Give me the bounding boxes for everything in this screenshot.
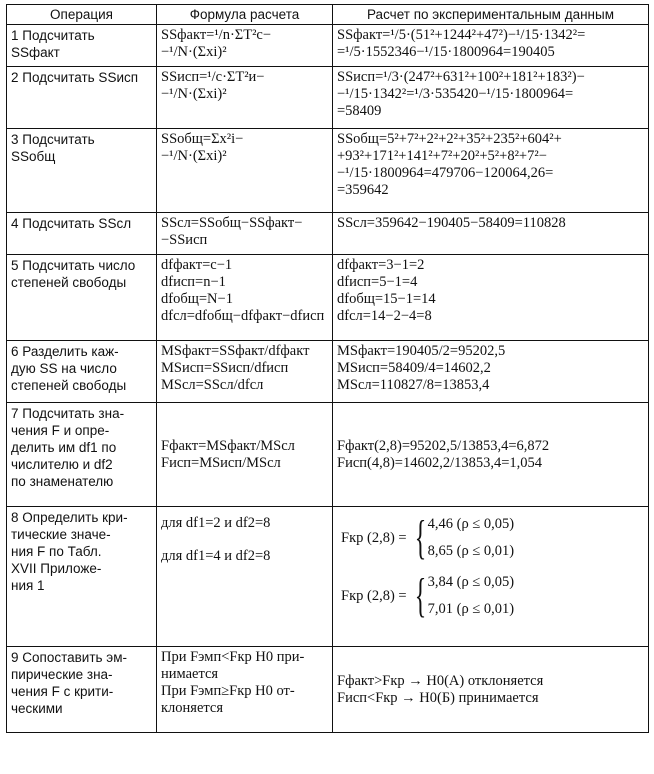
formula-line: для df1=2 и df2=8 <box>161 515 271 531</box>
calc-line: =359642 <box>337 182 389 198</box>
operation-line: чения F и опре- <box>11 423 110 438</box>
operation-line: тические значе- <box>11 527 111 542</box>
operation-line: 5 Подсчитать число <box>11 258 136 273</box>
table-row <box>7 647 649 733</box>
table-row <box>7 25 649 67</box>
operation-cell <box>7 129 157 213</box>
operation-line: дую SS на число <box>11 361 117 376</box>
operation-line: 4 Подсчитать SSсл <box>11 216 132 231</box>
formula-line: dfфакт=c−1 <box>161 257 233 273</box>
calc-line: Fисп<Fкр → H0(Б) принимается <box>337 690 539 706</box>
formula-line: нимается <box>161 666 219 682</box>
calc-line: Fфакт>Fкр → H0(А) отклоняется <box>337 673 544 689</box>
operation-line: делить им df1 по <box>11 440 117 455</box>
formula-line: клоняется <box>161 700 224 716</box>
calc-line: +93²+171²+141²+7²+20²+5²+8²+7²− <box>337 148 547 164</box>
calc-line: MSфакт=190405/2=95202,5 <box>337 343 506 359</box>
table-row <box>7 341 649 403</box>
formula-cell <box>157 255 333 341</box>
calc-cell <box>333 341 649 403</box>
header-formula: Формула расчета <box>157 5 333 25</box>
operation-line: степеней свободы <box>11 275 127 290</box>
formula-line: SSобщ=Σx²i− <box>161 131 244 147</box>
calc-line: SSобщ=5²+7²+2²+2²+35²+235²+604²+ <box>337 131 562 147</box>
calc-line: Fисп(4,8)=14602,2/13853,4=1,054 <box>337 455 543 471</box>
critical-label: Fкр (2,8) = <box>341 529 407 546</box>
calc-line: =58409 <box>337 103 382 119</box>
calc-line: MSсл=110827/8=13853,4 <box>337 377 490 393</box>
formula-cell <box>157 25 333 67</box>
formula-line: При Fэмп≥Fкр H0 от- <box>161 683 295 699</box>
table-row <box>7 213 649 255</box>
formula-line: SSисп=¹/c·ΣT²и− <box>161 69 265 85</box>
operation-line: 1 Подсчитать <box>11 28 95 43</box>
critical-option: 8,65 (ρ ≤ 0,01) <box>427 543 515 559</box>
calc-line: dfфакт=3−1=2 <box>337 257 425 273</box>
operation-line: чения F с крити- <box>11 684 114 699</box>
table-row <box>7 129 649 213</box>
formula-line: dfобщ=N−1 <box>161 291 233 307</box>
formula-line: −¹/N·(Σxi)² <box>161 148 227 164</box>
operation-line: 8 Определить кри- <box>11 510 128 525</box>
calc-cell <box>333 213 649 255</box>
calc-line: dfобщ=15−1=14 <box>337 291 436 307</box>
operation-cell <box>7 341 157 403</box>
header-row <box>7 5 649 25</box>
brace-icon: { <box>414 511 426 564</box>
formula-cell <box>157 403 333 507</box>
formula-line: −¹/N·(Σxi)² <box>161 44 227 60</box>
table-row <box>7 67 649 129</box>
operation-line: SSфакт <box>11 45 60 60</box>
operation-line: SSобщ <box>11 149 56 164</box>
critical-values-group <box>341 569 644 623</box>
calc-line: −¹/15·1800964=479706−120064,26= <box>337 165 554 181</box>
operation-line: 7 Подсчитать зна- <box>11 406 125 421</box>
header-calculation: Расчет по экспериментальным данным <box>333 5 649 25</box>
operation-cell <box>7 213 157 255</box>
critical-values-group <box>341 511 644 565</box>
table-row <box>7 507 649 647</box>
operation-line: 3 Подсчитать <box>11 132 95 147</box>
operation-line: по знаменателю <box>11 474 114 489</box>
operation-line: 6 Разделить каж- <box>11 344 119 359</box>
critical-option: 7,01 (ρ ≤ 0,01) <box>427 601 515 617</box>
calc-line: SSфакт=¹/5·(51²+1244²+47²)−¹/15·1342²= <box>337 27 586 43</box>
operation-line: числителю и df2 <box>11 457 113 472</box>
calc-cell <box>333 67 649 129</box>
formula-line: MSисп=SSисп/dfисп <box>161 360 289 376</box>
operation-line: степеней свободы <box>11 378 127 393</box>
critical-option: 3,84 (ρ ≤ 0,05) <box>427 574 515 590</box>
critical-label: Fкр (2,8) = <box>341 587 407 604</box>
operation-cell <box>7 507 157 647</box>
formula-line: MSсл=SSсл/dfсл <box>161 377 264 393</box>
anova-table <box>6 4 649 733</box>
calc-line: −¹/15·1342²=¹/3·535420−¹/15·1800964= <box>337 86 574 102</box>
operation-cell <box>7 255 157 341</box>
operation-cell <box>7 403 157 507</box>
formula-line: −SSисп <box>161 232 208 248</box>
formula-line: Fисп=MSисп/MSсл <box>161 455 281 471</box>
calc-line: dfсл=14−2−4=8 <box>337 308 432 324</box>
table-row <box>7 403 649 507</box>
operation-line: ческими <box>11 701 63 716</box>
calc-cell <box>333 255 649 341</box>
operation-cell <box>7 67 157 129</box>
operation-line: ния 1 <box>11 578 45 593</box>
formula-line: MSфакт=SSфакт/dfфакт <box>161 343 310 359</box>
formula-line: SSсл=SSобщ−SSфакт− <box>161 215 303 231</box>
calc-cell <box>333 129 649 213</box>
calc-cell <box>333 507 649 647</box>
formula-cell <box>157 67 333 129</box>
operation-cell <box>7 25 157 67</box>
table-row <box>7 255 649 341</box>
calc-line: SSисп=¹/3·(247²+631²+100²+181²+183²)− <box>337 69 585 85</box>
header-operation: Операция <box>7 5 157 25</box>
calc-line: Fфакт(2,8)=95202,5/13853,4=6,872 <box>337 438 550 454</box>
formula-cell <box>157 213 333 255</box>
formula-line: dfсл=dfобщ−dfфакт−dfисп <box>161 308 325 324</box>
formula-line: Fфакт=MSфакт/MSсл <box>161 438 295 454</box>
calc-cell <box>333 647 649 733</box>
calc-cell <box>333 403 649 507</box>
operation-line: 9 Сопоставить эм- <box>11 650 127 665</box>
operation-line: 2 Подсчитать SSисп <box>11 70 139 85</box>
formula-line: dfисп=n−1 <box>161 274 226 290</box>
formula-line: SSфакт=¹/n·ΣT²c− <box>161 27 272 43</box>
calc-line: =¹/5·1552346−¹/15·1800964=190405 <box>337 44 555 60</box>
formula-cell <box>157 507 333 647</box>
formula-line: для df1=4 и df2=8 <box>161 548 271 564</box>
formula-cell <box>157 341 333 403</box>
operation-cell <box>7 647 157 733</box>
calc-line: dfисп=5−1=4 <box>337 274 418 290</box>
formula-line: −¹/N·(Σxi)² <box>161 86 227 102</box>
calc-line: SSсл=359642−190405−58409=110828 <box>337 215 566 231</box>
formula-cell <box>157 129 333 213</box>
calc-cell <box>333 25 649 67</box>
operation-line: ния F по Табл. <box>11 544 102 559</box>
operation-line: XVII Приложе- <box>11 561 102 576</box>
formula-line: При Fэмп<Fкр H0 при- <box>161 649 305 665</box>
brace-icon: { <box>414 569 426 622</box>
formula-cell <box>157 647 333 733</box>
critical-option: 4,46 (ρ ≤ 0,05) <box>427 516 515 532</box>
operation-line: пирические зна- <box>11 667 113 682</box>
calc-line: MSисп=58409/4=14602,2 <box>337 360 491 376</box>
